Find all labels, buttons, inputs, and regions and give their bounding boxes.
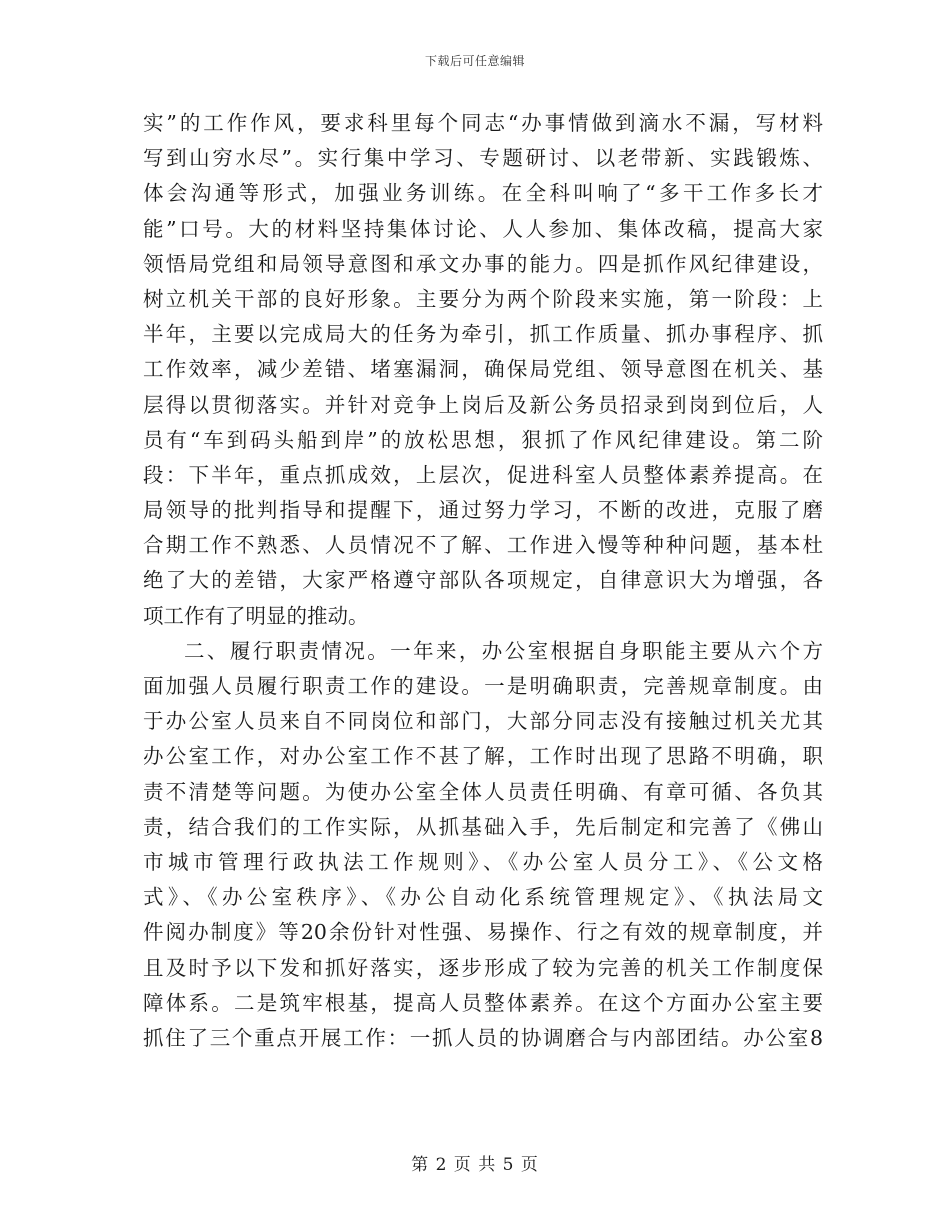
text-line: 面加强人员履行职责工作的建设。一是明确职责，完善规章制度。由 <box>143 674 823 698</box>
text-line: 能”口号。大的材料坚持集体讨论、人人参加、集体改稿，提高大家 <box>143 216 823 241</box>
text-line: 市城市管理行政执法工作规则》、《办公室人员分工》、《公文格 <box>143 849 823 874</box>
document-body <box>143 106 823 1056</box>
text-line: 责不清楚等问题。为使办公室全体人员责任明确、有章可循、各负其 <box>143 779 823 804</box>
text-line: 层得以贯彻落实。并针对竞争上岗后及新公务员招录到岗到位后，人 <box>143 392 823 417</box>
text-line: 件阅办制度》等20余份针对性强、易操作、行之有效的规章制度，并 <box>143 920 823 945</box>
text-line: 责，结合我们的工作实际，从抓基础入手，先后制定和完善了《佛山 <box>143 814 823 839</box>
text-line: 且及时予以下发和抓好落实，逐步形成了较为完善的机关工作制度保 <box>143 955 823 980</box>
text-line: 树立机关干部的良好形象。主要分为两个阶段来实施，第一阶段：上 <box>143 286 823 311</box>
text-line: 写到山穷水尽”。实行集中学习、专题研讨、以老带新、实践锻炼、 <box>143 146 823 171</box>
text-line: 段：下半年，重点抓成效，上层次，促进科室人员整体素养提高。在 <box>143 462 823 487</box>
page-header: 下载后可任意编辑 <box>424 54 525 68</box>
text-line: 体会沟通等形式，加强业务训练。在全科叫响了“多干工作多长才 <box>143 181 823 206</box>
text-line: 半年，主要以完成局大的任务为牵引，抓工作质量、抓办事程序、抓 <box>143 322 823 347</box>
text-line: 办公室工作，对办公室工作不甚了解，工作时出现了思路不明确，职 <box>143 744 823 769</box>
text-line: 于办公室人员来自不同岗位和部门，大部分同志没有接触过机关尤其 <box>143 709 823 734</box>
text-line: 实”的工作作风，要求科里每个同志“办事情做到滴水不漏，写材料 <box>143 111 823 135</box>
text-line: 员有“车到码头船到岸”的放松思想，狠抓了作风纪律建设。第二阶 <box>143 427 823 452</box>
paragraph-1 <box>143 106 823 634</box>
text-line: 局领导的批判指导和提醒下，通过努力学习，不断的改进，克服了磨 <box>143 498 823 523</box>
text-line: 项工作有了明显的推动。 <box>143 603 369 628</box>
page-number-footer: 第 2 页 共 5 页 <box>411 1155 539 1175</box>
text-line: 抓住了三个重点开展工作：一抓人员的协调磨合与内部团结。办公室8 <box>143 1025 823 1050</box>
text-line: 合期工作不熟悉、人员情况不了解、工作进入慢等种种问题，基本杜 <box>143 533 823 558</box>
text-line: 二、履行职责情况。一年来，办公室根据自身职能主要从六个方 <box>184 638 823 663</box>
text-line: 障体系。二是筑牢根基，提高人员整体素养。在这个方面办公室主要 <box>143 990 823 1015</box>
text-line: 式》、《办公室秩序》、《办公自动化系统管理规定》、《执法局文 <box>143 885 823 910</box>
text-line: 领悟局党组和局领导意图和承文办事的能力。四是抓作风纪律建设， <box>143 251 823 276</box>
text-line: 工作效率，减少差错、堵塞漏洞，确保局党组、领导意图在机关、基 <box>143 357 823 382</box>
text-line: 绝了大的差错，大家严格遵守部队各项规定，自律意识大为增强，各 <box>143 568 823 593</box>
paragraph-2 <box>143 634 823 1056</box>
